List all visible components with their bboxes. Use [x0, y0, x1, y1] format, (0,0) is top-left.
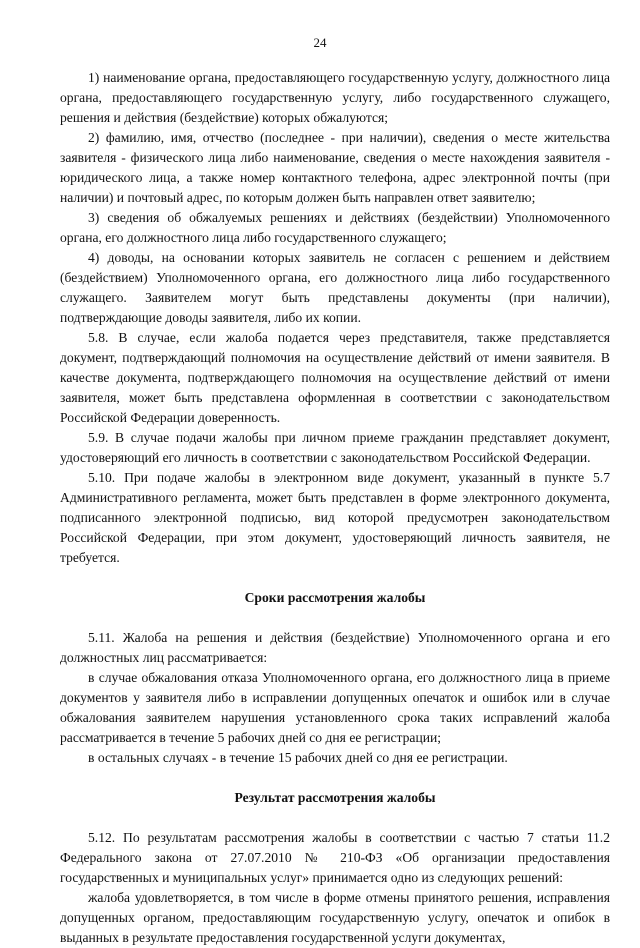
clause-5-9: 5.9. В случае подачи жалобы при личном приеме гражданин представляет документ, удостоверяющий его личность в соответствии с законодательством Российской Федерации. — [60, 430, 610, 465]
review-term-5-days: в случае обжалования отказа Уполномоченного органа, его должностного лица в приеме документов у заявителя либо в исправлении допущенных опечаток и ошибок или в случае обжалования заявителем нарушения установленного срока таких исправлений жалоба рассматривается в течение 5 рабочих дней со дня ее регистрации; — [60, 670, 610, 745]
document-body — [60, 68, 610, 948]
clause-5-11: 5.11. Жалоба на решения и действия (бездействие) Уполномоченного органа и его должностных лиц рассматривается: — [60, 630, 610, 665]
list-item-2: 2) фамилию, имя, отчество (последнее - при наличии), сведения о месте жительства заявителя - физического лица либо наименование, сведения о месте нахождения заявителя - юридического лица, а также номер контактного телефона, адрес электронной почты (при наличии) и почтовый адрес, по которым должен быть направлен ответ заявителю; — [60, 130, 610, 205]
review-term-15-days: в остальных случаях - в течение 15 рабочих дней со дня ее регистрации. — [88, 750, 508, 765]
clause-5-8: 5.8. В случае, если жалоба подается через представителя, также представляется документ, подтверждающий полномочия на осуществление действий от имени заявителя. В качестве документа, подтверждающего полномочия на осуществление действий от имени заявителя, может быть представлена оформленная в соответствии с законодательством Российской Федерации доверенность. — [60, 330, 610, 425]
decision-satisfied: жалоба удовлетворяется, в том числе в форме отмены принятого решения, исправления допущенных органом, предоставляющим государственную услугу, опечаток и опибок в выданных в результате предоставления государственной услуги документах, — [60, 890, 610, 945]
list-item-4: 4) доводы, на основании которых заявитель не согласен с решением и действием (бездействием) Уполномоченного органа, его должностного лица либо государственного служащего. Заявителем могут быть представлены документы (при наличии), подтверждающие доводы заявителя, либо их копии. — [60, 250, 610, 325]
section-heading-review-terms: Сроки рассмотрения жалобы — [244, 590, 426, 605]
section-heading-review-result: Результат рассмотрения жалобы — [234, 790, 436, 805]
clause-5-10: 5.10. При подаче жалобы в электронном виде документ, указанный в пункте 5.7 Административного регламента, может быть представлен в форме электронного документа, подписанного электронной подписью, вид которой предусмотрен законодательством Российской Федерации, при этом документ, удостоверяющий личность заявителя, не требуется. — [60, 470, 610, 565]
clause-5-12: 5.12. По результатам рассмотрения жалобы в соответствии с частью 7 статьи 11.2 Федерального закона от 27.07.2010 № 210-ФЗ «Об организации предоставления государственных и муниципальных услуг» принимается одно из следующих решений: — [60, 830, 610, 885]
list-item-1: 1) наименование органа, предоставляющего государственную услугу, должностного лица органа, предоставляющего государственную услугу, либо государственного служащего, решения и действия (бездействие) которых обжалуются; — [60, 70, 610, 125]
list-item-3: 3) сведения об обжалуемых решениях и действиях (бездействии) Уполномоченного органа, его должностного лица либо государственного служащего; — [60, 210, 610, 245]
page-number: 24 — [313, 35, 327, 50]
